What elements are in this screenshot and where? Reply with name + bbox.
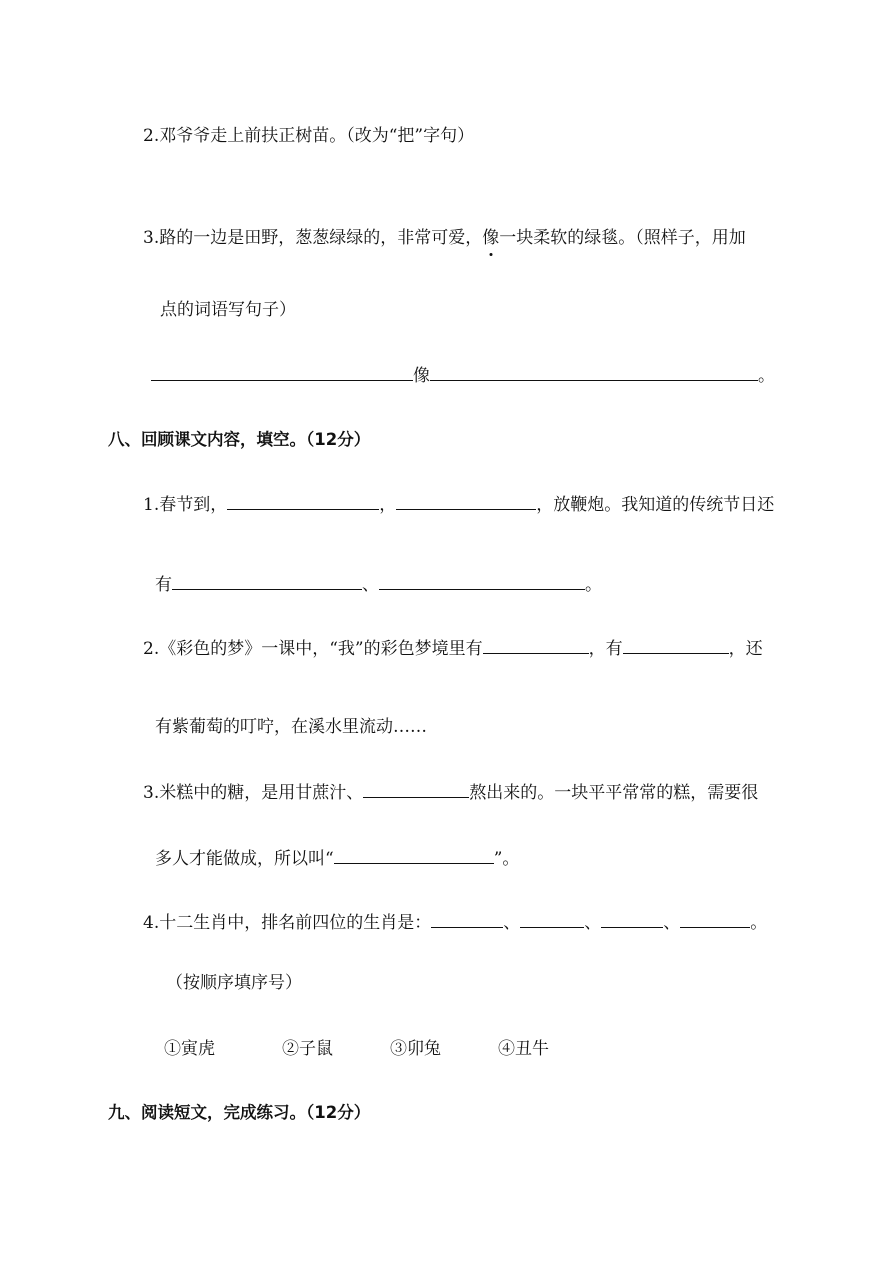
text: 、: [584, 913, 602, 933]
text: 。: [750, 913, 768, 933]
text: 熬出来的。一块平平常常的糕，需要很: [469, 783, 759, 803]
answer-blank[interactable]: [430, 362, 758, 381]
text: 。: [585, 575, 602, 595]
q7-item3-mid: 像: [413, 366, 430, 386]
text: 有: [155, 575, 172, 595]
q7-item2: 2.邓爷爷走上前扶正树苗。（改为“把”字句）: [143, 126, 475, 146]
text: ，还: [728, 639, 763, 659]
answer-blank[interactable]: [396, 491, 536, 510]
answer-blank[interactable]: [601, 909, 663, 928]
q8-item2-line1: [143, 635, 763, 661]
q8-item4-line1: [143, 909, 767, 935]
q8-item1-line1: [143, 491, 774, 517]
text: 2.《彩色的梦》一课中，“我”的彩色梦境里有: [143, 639, 483, 659]
q8-heading: 八、回顾课文内容，填空。（12分）: [108, 430, 371, 449]
answer-blank[interactable]: [379, 571, 585, 590]
text: 4.十二生肖中，排名前四位的生肖是：: [143, 913, 432, 933]
answer-blank[interactable]: [151, 362, 413, 381]
q8-item3-line2: [155, 845, 519, 871]
option-2: ②子鼠: [282, 1039, 333, 1059]
answer-blank[interactable]: [172, 571, 362, 590]
answer-blank[interactable]: [483, 635, 589, 654]
q7-item3-end: 。: [758, 366, 775, 386]
q9-heading: 九、阅读短文，完成练习。（12分）: [108, 1103, 371, 1122]
q7-item3-line2: 点的词语写句子）: [160, 300, 296, 320]
option-1: ①寅虎: [164, 1039, 215, 1059]
q7-item3-post: 一块柔软的绿毯。（照样子，用加: [499, 228, 746, 248]
answer-blank[interactable]: [363, 779, 469, 798]
q8-item1-line2: [155, 571, 602, 597]
q7-item3-pre: 3.路的一边是田野，葱葱绿绿的，非常可爱，: [143, 228, 483, 248]
answer-blank[interactable]: [227, 491, 379, 510]
text: ，有: [588, 639, 623, 659]
text: ”。: [493, 849, 520, 869]
text: 1.春节到，: [143, 495, 228, 515]
text: ，放鞭炮。我知道的传统节日还: [536, 495, 775, 515]
text: ，: [379, 495, 397, 515]
answer-blank[interactable]: [680, 909, 750, 928]
text: 、: [503, 913, 521, 933]
q7-item3-line1: [143, 226, 746, 250]
q8-item4-note: （按顺序填序号）: [166, 973, 302, 993]
answer-blank[interactable]: [431, 909, 503, 928]
option-4: ④丑牛: [498, 1039, 549, 1059]
answer-blank[interactable]: [623, 635, 729, 654]
text: 、: [663, 913, 681, 933]
text: 3.米糕中的糖，是用甘蔗汁、: [143, 783, 364, 803]
q8-item3-line1: [143, 779, 758, 805]
text: 多人才能做成，所以叫“: [155, 849, 334, 869]
q8-item2-line2: 有紫葡萄的叮咛，在溪水里流动……: [155, 717, 427, 737]
q7-item3-dotted-word: 像: [482, 228, 500, 248]
answer-blank[interactable]: [334, 845, 494, 864]
option-3: ③卯兔: [390, 1039, 441, 1059]
text: 、: [362, 575, 379, 595]
answer-blank[interactable]: [520, 909, 584, 928]
q7-item3-answer-line: [151, 362, 775, 388]
